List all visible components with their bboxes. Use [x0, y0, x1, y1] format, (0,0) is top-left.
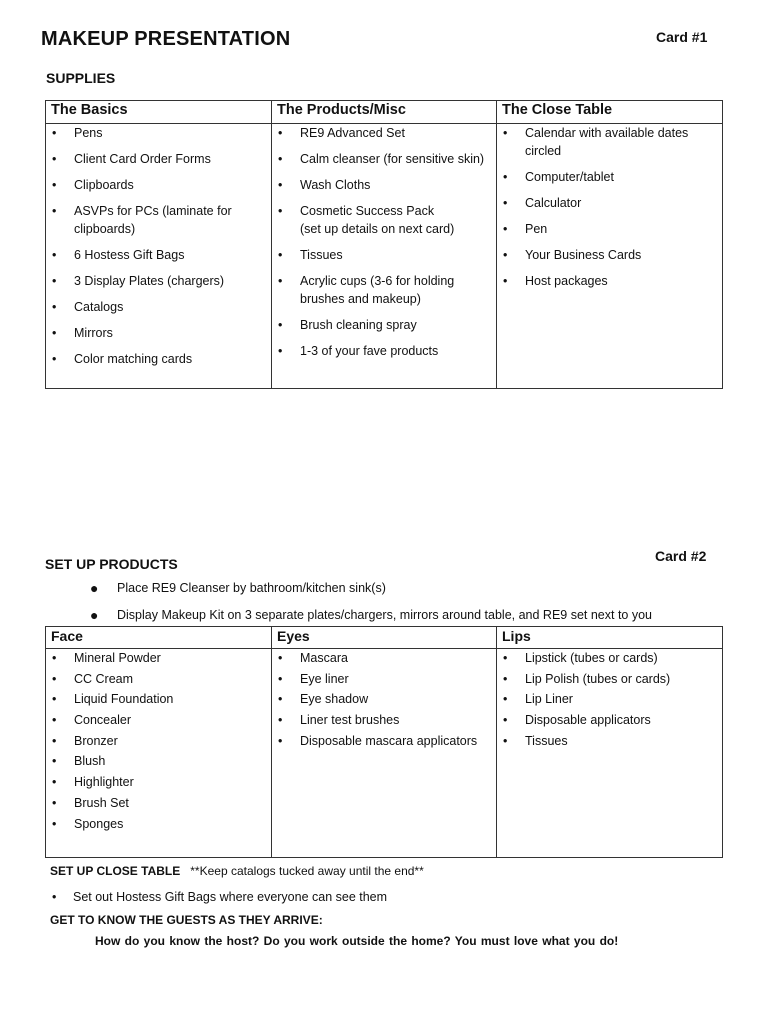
close-table-heading: SET UP CLOSE TABLE — [50, 864, 181, 878]
hostess-bullet-text: Set out Hostess Gift Bags where everyone can see them — [73, 890, 388, 904]
list-item: • Acrylic cups (3-6 for holding brushes and makeup) — [272, 272, 496, 308]
list-item: • Computer/tablet — [497, 168, 722, 186]
basics-cell — [46, 124, 272, 389]
guest-questions: How do you know the host? Do you work outside the home? You must love what you do! — [95, 934, 619, 948]
supplies-header-row — [46, 101, 723, 124]
column-heading-products-misc: The Products/Misc — [272, 101, 497, 124]
column-heading-close-table: The Close Table — [497, 101, 723, 124]
list-item: • Liquid Foundation — [46, 690, 271, 708]
card-number-1: Card #1 — [656, 29, 708, 45]
bullet-icon: ● — [90, 580, 99, 596]
supplies-heading: SUPPLIES — [46, 70, 116, 86]
close-table-note: **Keep catalogs tucked away until the end** — [190, 864, 424, 878]
close-table-cell — [497, 124, 723, 389]
list-item: • Mascara — [272, 649, 496, 667]
list-item: • Pen — [497, 220, 722, 238]
eyes-list — [272, 649, 496, 750]
list-item: • Calm cleanser (for sensitive skin) — [272, 150, 496, 168]
list-item: • Lip Polish (tubes or cards) — [497, 670, 722, 688]
list-item: • Eye liner — [272, 670, 496, 688]
bullet-icon: ● — [90, 607, 99, 623]
column-heading-lips: Lips — [497, 627, 723, 649]
list-item: • Disposable mascara applicators — [272, 732, 496, 750]
list-item: • Calculator — [497, 194, 722, 212]
list-item: • 1-3 of your fave products — [272, 342, 496, 360]
face-cell — [46, 649, 272, 858]
list-item: • Lip Liner — [497, 690, 722, 708]
column-heading-basics: The Basics — [46, 101, 272, 124]
list-item: • Concealer — [46, 711, 271, 729]
column-heading-eyes: Eyes — [272, 627, 497, 649]
guests-heading: GET TO KNOW THE GUESTS AS THEY ARRIVE: — [50, 913, 323, 927]
list-item: • Sponges — [46, 815, 271, 833]
list-item: • ASVPs for PCs (laminate for clipboards) — [46, 202, 271, 238]
supplies-body-row — [46, 124, 723, 389]
products-misc-list — [272, 124, 496, 360]
list-item: • Wash Cloths — [272, 176, 496, 194]
list-item: • 6 Hostess Gift Bags — [46, 246, 271, 264]
list-item: • Clipboards — [46, 176, 271, 194]
face-list — [46, 649, 271, 833]
list-item: • Color matching cards — [46, 350, 271, 368]
lips-list — [497, 649, 722, 750]
list-item: • 3 Display Plates (chargers) — [46, 272, 271, 290]
list-item: • Highlighter — [46, 773, 271, 791]
page-title: MAKEUP PRESENTATION — [41, 28, 291, 50]
list-item: • Cosmetic Success Pack (set up details on next card) — [272, 202, 496, 238]
list-item: • Eye shadow — [272, 690, 496, 708]
products-table — [45, 626, 723, 858]
setup-bullet-text: Place RE9 Cleanser by bathroom/kitchen sink(s) — [117, 581, 386, 595]
list-item: • CC Cream — [46, 670, 271, 688]
list-item: • Calendar with available dates circled — [497, 124, 722, 160]
list-item: • Mirrors — [46, 324, 271, 342]
list-item: • Liner test brushes — [272, 711, 496, 729]
list-item: • Client Card Order Forms — [46, 150, 271, 168]
products-header-row — [46, 627, 723, 649]
products-body-row — [46, 649, 723, 858]
list-item: • Host packages — [497, 272, 722, 290]
list-item: • Blush — [46, 752, 271, 770]
list-item: • Lipstick (tubes or cards) — [497, 649, 722, 667]
card-number-2: Card #2 — [655, 548, 707, 564]
column-heading-face: Face — [46, 627, 272, 649]
lips-cell — [497, 649, 723, 858]
list-item: • Your Business Cards — [497, 246, 722, 264]
setup-bullet-text: Display Makeup Kit on 3 separate plates/chargers, mirrors around table, and RE9 set next to you — [117, 608, 653, 622]
list-item: • Brush cleaning spray — [272, 316, 496, 334]
list-item: • Disposable applicators — [497, 711, 722, 729]
list-item: • Brush Set — [46, 794, 271, 812]
products-misc-cell — [272, 124, 497, 389]
close-table-line — [50, 864, 424, 878]
supplies-table — [45, 100, 723, 389]
list-item: • Pens — [46, 124, 271, 142]
list-item: • Mineral Powder — [46, 649, 271, 667]
basics-list — [46, 124, 271, 368]
list-item: • Tissues — [272, 246, 496, 264]
list-item: • Tissues — [497, 732, 722, 750]
eyes-cell — [272, 649, 497, 858]
list-item: • Bronzer — [46, 732, 271, 750]
list-item: • RE9 Advanced Set — [272, 124, 496, 142]
bullet-icon: • — [52, 890, 57, 904]
list-item: • Catalogs — [46, 298, 271, 316]
close-table-list — [497, 124, 722, 290]
setup-products-heading: SET UP PRODUCTS — [45, 556, 178, 572]
